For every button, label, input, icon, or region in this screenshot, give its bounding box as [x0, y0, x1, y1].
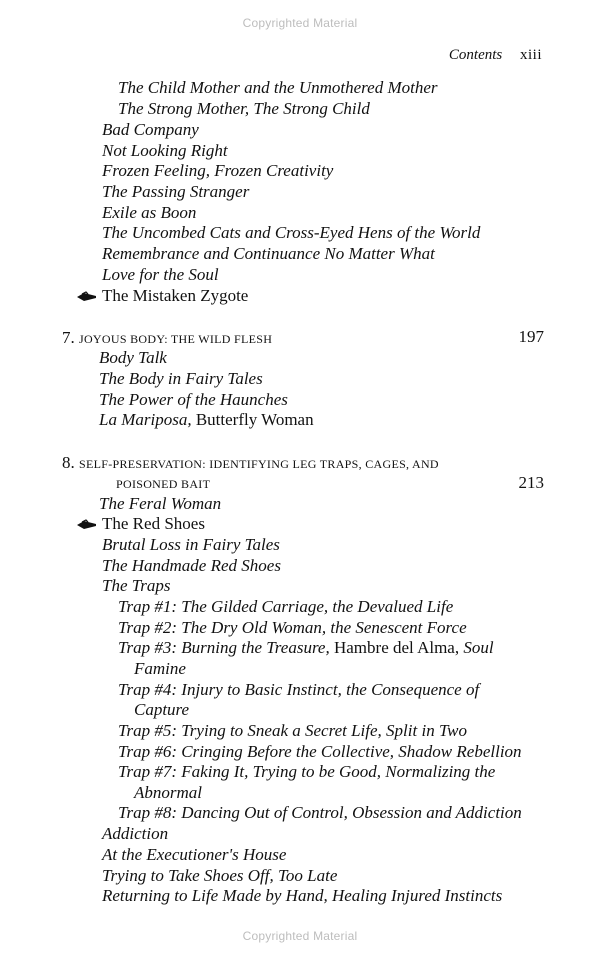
chapter-number: 7.: [62, 328, 75, 347]
trap-entry: Trap #5: Trying to Sneak a Secret Life, Split in Two: [118, 721, 467, 740]
toc-entry: The Passing Stranger: [102, 182, 250, 201]
entry-roman-part: Butterfly Woman: [195, 410, 314, 429]
trap-entry: Trap #7: Faking It, Trying to be Good, Normalizing the: [118, 762, 496, 781]
chapter-8-heading: [62, 453, 439, 474]
trap-entry: Trap #8: Dancing Out of Control, Obsession and Addiction: [118, 803, 522, 822]
chapter-title-line1: SELF-PRESERVATION: IDENTIFYING LEG TRAPS, CAGES, AND: [79, 457, 439, 471]
watermark-top: Copyrighted Material: [242, 16, 358, 30]
trap-continuation: Abnormal: [134, 783, 202, 802]
toc-entry: Frozen Feeling, Frozen Creativity: [102, 161, 334, 180]
toc-story-entry: [76, 286, 248, 306]
header-page-numeral: xiii: [519, 47, 542, 63]
trap-text-roman: Hambre del Alma,: [333, 638, 460, 657]
pointing-hand-icon: [76, 291, 98, 303]
toc-entry: The Body in Fairy Tales: [99, 369, 263, 388]
toc-entry: [99, 410, 314, 430]
toc-entry: The Uncombed Cats and Cross-Eyed Hens of the World: [102, 223, 481, 242]
toc-entry: The Power of the Haunches: [99, 390, 288, 409]
toc-entry: Addiction: [102, 824, 169, 843]
toc-entry: The Traps: [102, 576, 171, 595]
toc-entry: The Handmade Red Shoes: [102, 556, 281, 575]
toc-entry: Remembrance and Continuance No Matter What: [102, 244, 435, 263]
watermark-bottom: Copyrighted Material: [242, 929, 358, 943]
toc-entry: Exile as Boon: [102, 203, 197, 222]
trap-entry: [118, 638, 494, 658]
trap-entry: Trap #2: The Dry Old Woman, the Senescent Force: [118, 618, 467, 637]
trap-text-italic: Trap #3: Burning the Treasure,: [118, 638, 330, 657]
entry-italic-part: La Mariposa,: [99, 410, 192, 429]
running-header: [449, 47, 542, 64]
trap-text-italic: Soul: [463, 638, 494, 657]
toc-entry: The Feral Woman: [99, 494, 222, 513]
chapter-7-heading: [62, 328, 272, 349]
toc-story-entry: [76, 514, 205, 534]
chapter-title: JOYOUS BODY: THE WILD FLESH: [79, 332, 273, 346]
chapter-8-page: 213: [518, 473, 544, 492]
toc-entry: The Strong Mother, The Strong Child: [118, 99, 370, 118]
trap-continuation: Famine: [134, 659, 186, 678]
toc-entry: Love for the Soul: [102, 265, 219, 284]
toc-entry: Returning to Life Made by Hand, Healing Injured Instincts: [102, 886, 503, 905]
trap-entry: Trap #4: Injury to Basic Instinct, the Consequence of: [118, 680, 480, 699]
header-label: Contents: [448, 47, 503, 63]
toc-entry: Not Looking Right: [102, 141, 228, 160]
pointing-hand-icon: [76, 519, 98, 531]
toc-entry: Brutal Loss in Fairy Tales: [102, 535, 280, 554]
chapter-title-line2: POISONED BAIT: [116, 477, 211, 491]
trap-entry: Trap #6: Cringing Before the Collective, Shadow Rebellion: [118, 742, 522, 761]
story-title: The Mistaken Zygote: [102, 286, 249, 305]
toc-entry: Trying to Take Shoes Off, Too Late: [102, 866, 338, 885]
trap-entry: Trap #1: The Gilded Carriage, the Devalued Life: [118, 597, 454, 616]
trap-continuation: Capture: [134, 700, 190, 719]
toc-entry: Bad Company: [102, 120, 199, 139]
toc-entry: Body Talk: [99, 348, 167, 367]
toc-entry: At the Executioner's House: [102, 845, 287, 864]
story-title: The Red Shoes: [102, 514, 205, 533]
chapter-7-page: 197: [518, 327, 544, 346]
toc-entry: The Child Mother and the Unmothered Mother: [118, 78, 438, 97]
chapter-number: 8.: [62, 453, 75, 472]
